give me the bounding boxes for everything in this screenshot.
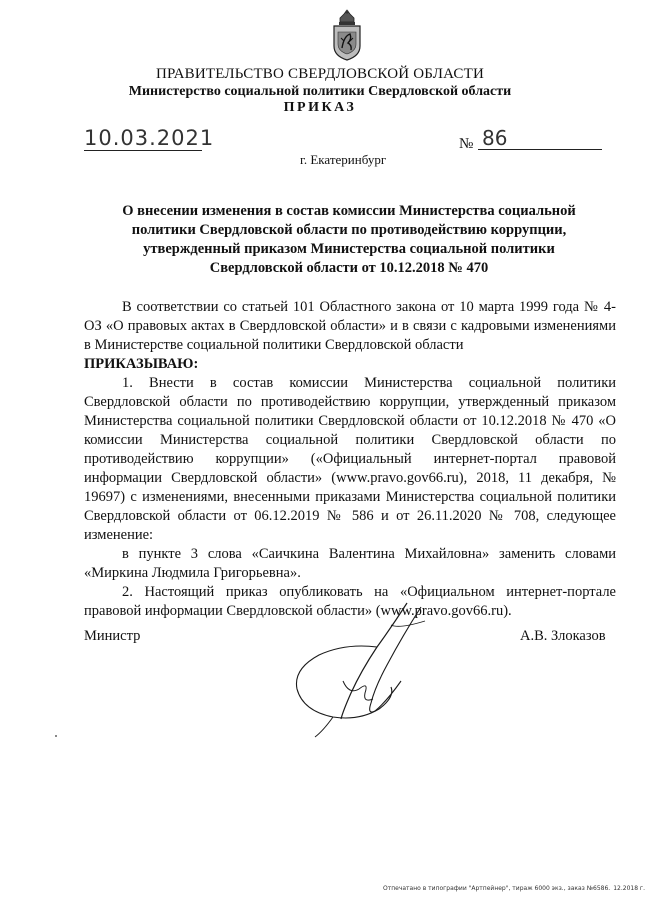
print-footer bbox=[383, 885, 648, 892]
order-number-label: № bbox=[459, 136, 474, 152]
ministry-title: Министерство социальной политики Свердловской области bbox=[128, 84, 512, 99]
item-1-change: в пункте 3 слова «Саичкина Валентина Михайловна» заменить словами «Миркина Людмила Григорьевна». bbox=[84, 546, 616, 581]
print-note: Отпечатано в типографии "Артпейнер", тираж 6000 экз., заказ №6586. bbox=[383, 885, 611, 892]
document-type-title: ПРИКАЗ bbox=[283, 100, 357, 115]
government-title: ПРАВИТЕЛЬСТВО СВЕРДЛОВСКОЙ ОБЛАСТИ bbox=[155, 66, 485, 82]
coat-of-arms-icon bbox=[330, 8, 364, 62]
item-2: 2. Настоящий приказ опубликовать на «Официальном интернет-портале правовой информации Свердловской области» (www.pravo.gov66.ru). bbox=[84, 584, 616, 619]
order-keyword: ПРИКАЗЫВАЮ: bbox=[84, 356, 199, 372]
signer-position: Министр bbox=[84, 628, 141, 644]
signer-name: А.В. Злоказов bbox=[520, 628, 606, 644]
item-1: 1. Внести в состав комиссии Министерства социальной политики Свердловской области по противодействию коррупции, утвержденный приказом Министерства социальной политики Свердловской области от 10.12.2018 № 470 «О комиссии Министерства социальной политики Свердловской области по противодействию коррупции» («Официальный интернет-портал правовой информации Свердловской области» (www.pravo.gov66.ru), 2018, 11 декабря, № 19697) с изменениями, внесенными приказами Министерства социальной политики Свердловской области от 06.12.2019 № 586 и от 26.11.2020 № 708, следующее изменение: bbox=[84, 375, 616, 543]
order-body bbox=[84, 298, 616, 621]
city: г. Екатеринбург bbox=[300, 152, 387, 167]
print-date: 12.2018 г. bbox=[613, 885, 645, 892]
handwritten-signature bbox=[275, 585, 445, 745]
scan-speck bbox=[55, 735, 57, 737]
order-number: 86 bbox=[478, 128, 602, 150]
order-subject: О внесении изменения в состав комиссии Министерства социальной политики Свердловской области по противодействию коррупции, утвержденный приказом Министерства социальной политики Свердловской области от 10.12.2018 № 470 bbox=[122, 203, 576, 276]
preamble: В соответствии со статьей 101 Областного закона от 10 марта 1999 года № 4-ОЗ «О правовых актах в Свердловской области» и в связи с кадровыми изменениями в Министерстве социальной политики Свердловской области bbox=[84, 299, 616, 353]
order-date: 10.03.2021 bbox=[84, 126, 215, 150]
